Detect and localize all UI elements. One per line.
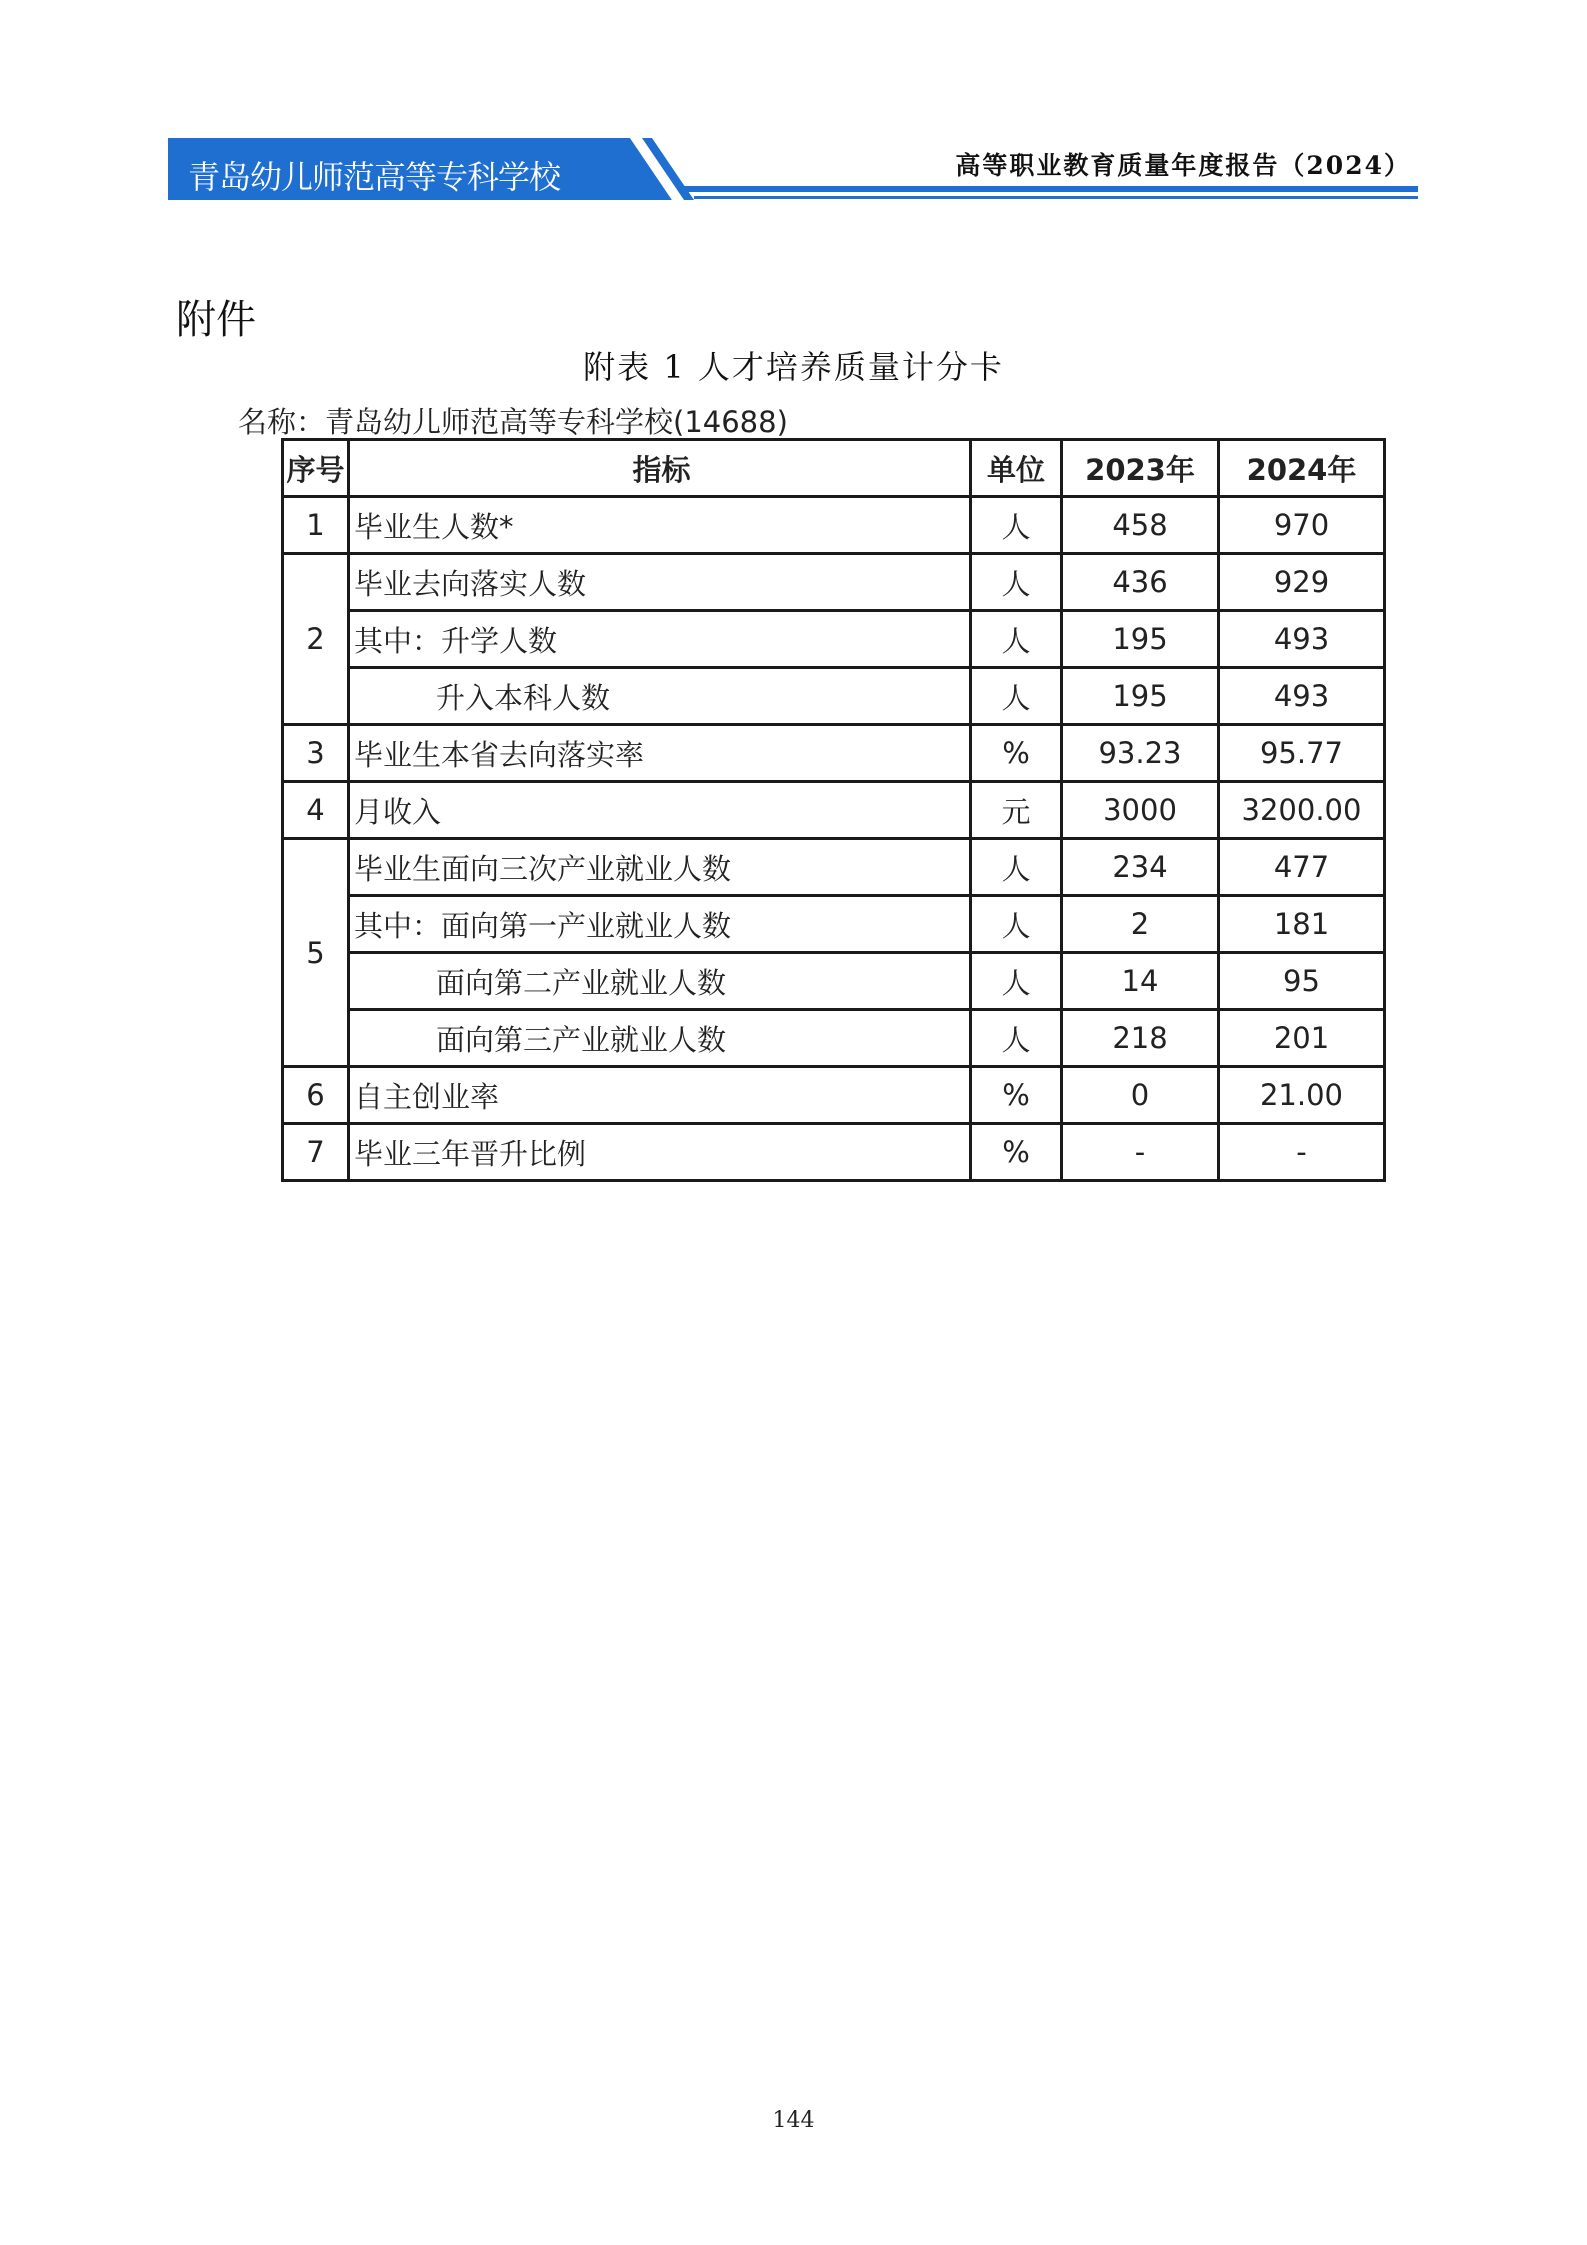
row-unit: 人 [971,839,1062,896]
row-unit: 元 [971,782,1062,839]
row-unit: 人 [971,953,1062,1010]
table-row [283,497,1385,554]
table-name-line: 名称：青岛幼儿师范高等专科学校(14688) [238,405,788,439]
quality-score-table [281,438,1386,1182]
row-indicator: 面向第三产业就业人数 [349,1010,971,1067]
table-row [283,896,1385,953]
row-2023: 458 [1062,497,1219,554]
row-2023: 195 [1062,668,1219,725]
table-row [283,1067,1385,1124]
row-2023: 436 [1062,554,1219,611]
row-unit: % [971,1067,1062,1124]
table-title: 附表 1 人才培养质量计分卡 [583,348,1004,386]
row-indicator: 毕业生面向三次产业就业人数 [349,839,971,896]
row-2024: 929 [1219,554,1385,611]
table-row [283,1010,1385,1067]
row-unit: % [971,1124,1062,1181]
header-seq: 序号 [283,440,349,497]
table-row [283,611,1385,668]
row-indicator: 毕业三年晋升比例 [349,1124,971,1181]
row-indicator: 毕业生人数* [349,497,971,554]
table-row [283,782,1385,839]
row-2023: 218 [1062,1010,1219,1067]
row-seq: 2 [283,554,349,725]
row-unit: 人 [971,1010,1062,1067]
row-seq: 1 [283,497,349,554]
table-row [283,953,1385,1010]
table-row [283,668,1385,725]
row-2024: 21.00 [1219,1067,1385,1124]
row-2024: 970 [1219,497,1385,554]
row-2024: 95.77 [1219,725,1385,782]
row-2023: 93.23 [1062,725,1219,782]
row-indicator: 毕业生本省去向落实率 [349,725,971,782]
table-row [283,839,1385,896]
row-2024: 181 [1219,896,1385,953]
row-unit: 人 [971,668,1062,725]
row-indicator: 其中：升学人数 [349,611,971,668]
header-2024: 2024年 [1219,440,1385,497]
table-row [283,1124,1385,1181]
row-2024: 3200.00 [1219,782,1385,839]
row-indicator: 面向第二产业就业人数 [349,953,971,1010]
row-unit: 人 [971,554,1062,611]
row-2024: 493 [1219,611,1385,668]
row-unit: 人 [971,497,1062,554]
row-indicator: 自主创业率 [349,1067,971,1124]
row-seq: 6 [283,1067,349,1124]
row-2023: 0 [1062,1067,1219,1124]
table-row [283,725,1385,782]
row-unit: 人 [971,896,1062,953]
row-2024: 477 [1219,839,1385,896]
row-seq: 5 [283,839,349,1067]
row-indicator: 毕业去向落实人数 [349,554,971,611]
row-2024: 95 [1219,953,1385,1010]
row-seq: 7 [283,1124,349,1181]
row-2024: - [1219,1124,1385,1181]
header-school-name: 青岛幼儿师范高等专科学校 [188,158,561,196]
row-2023: 195 [1062,611,1219,668]
page-number: 144 [772,2108,815,2133]
row-indicator: 其中：面向第一产业就业人数 [349,896,971,953]
header-unit: 单位 [971,440,1062,497]
row-indicator: 月收入 [349,782,971,839]
header-indicator: 指标 [349,440,971,497]
row-unit: % [971,725,1062,782]
row-indicator: 升入本科人数 [349,668,971,725]
row-seq: 4 [283,782,349,839]
row-2023: 3000 [1062,782,1219,839]
table-row [283,554,1385,611]
row-2023: 14 [1062,953,1219,1010]
row-seq: 3 [283,725,349,782]
row-2023: 2 [1062,896,1219,953]
row-unit: 人 [971,611,1062,668]
row-2023: - [1062,1124,1219,1181]
row-2024: 201 [1219,1010,1385,1067]
table-header-row [283,440,1385,497]
section-title: 附件 [176,297,256,343]
header-2023: 2023年 [1062,440,1219,497]
header-report-title: 高等职业教育质量年度报告（2024） [955,151,1411,180]
row-2023: 234 [1062,839,1219,896]
row-2024: 493 [1219,668,1385,725]
